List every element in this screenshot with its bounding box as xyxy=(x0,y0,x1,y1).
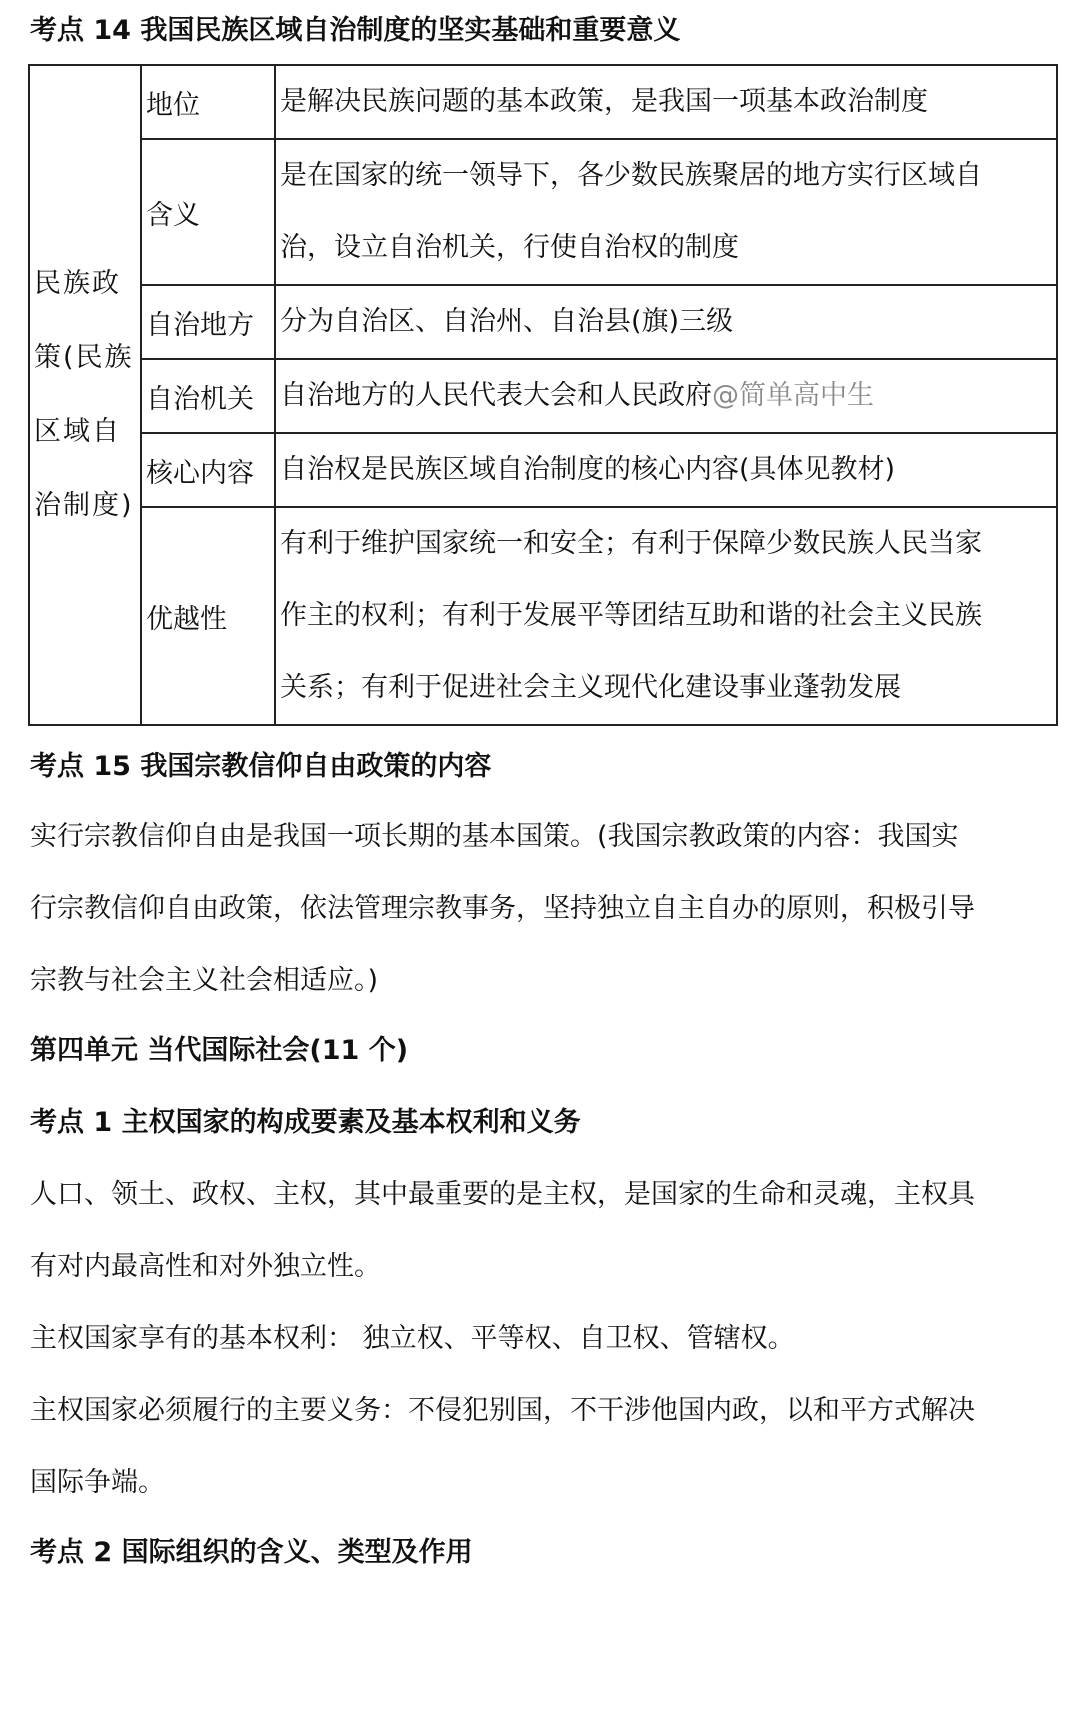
row-content xyxy=(275,359,1057,433)
row-label: 自治机关 xyxy=(141,359,275,433)
row-label: 地位 xyxy=(141,65,275,139)
paragraph-line: 主权国家必须履行的主要义务：不侵犯别国，不干涉他国内政，以和平方式解决 xyxy=(30,1395,975,1426)
ethnic-policy-table xyxy=(28,64,1058,726)
paragraph-line: 实行宗教信仰自由是我国一项长期的基本国策。(我国宗教政策的内容：我国实 xyxy=(30,821,959,852)
paragraph-line: 有对内最高性和对外独立性。 xyxy=(30,1251,381,1282)
row-label: 核心内容 xyxy=(141,433,275,507)
table-row xyxy=(29,433,1057,507)
row-content: 是在国家的统一领导下，各少数民族聚居的地方实行区域自 治，设立自治机关，行使自治权的制度 xyxy=(275,139,1057,285)
paragraph-line: 宗教与社会主义社会相适应。) xyxy=(30,965,379,996)
section-14-heading: 考点 14 我国民族区域自治制度的坚实基础和重要意义 xyxy=(30,15,681,46)
row-content: 自治权是民族区域自治制度的核心内容(具体见教材) xyxy=(275,433,1057,507)
section-15-heading: 考点 15 我国宗教信仰自由政策的内容 xyxy=(30,751,492,782)
table-row xyxy=(29,359,1057,433)
row-content-text: 自治地方的人民代表大会和人民政府 xyxy=(280,380,712,411)
row-label: 自治地方 xyxy=(141,285,275,359)
table-left-label: 民族政策(民族区域自治制度) xyxy=(34,268,134,521)
point-2-heading: 考点 2 国际组织的含义、类型及作用 xyxy=(30,1537,473,1568)
paragraph-line: 人口、领土、政权、主权，其中最重要的是主权，是国家的生命和灵魂，主权具 xyxy=(30,1179,975,1210)
paragraph-line: 国际争端。 xyxy=(30,1467,165,1498)
row-content: 有利于维护国家统一和安全；有利于保障少数民族人民当家 作主的权利；有利于发展平等团结互助和谐的社会主义民族 关系；有利于促进社会主义现代化建设事业蓬勃发展 xyxy=(275,507,1057,725)
watermark-text: @简单高中生 xyxy=(712,380,874,411)
table-row xyxy=(29,139,1057,285)
row-label: 优越性 xyxy=(141,507,275,725)
unit-4-heading: 第四单元 当代国际社会(11 个) xyxy=(30,1035,409,1066)
row-label: 含义 xyxy=(141,139,275,285)
row-content: 是解决民族问题的基本政策，是我国一项基本政治制度 xyxy=(275,65,1057,139)
point-1-heading: 考点 1 主权国家的构成要素及基本权利和义务 xyxy=(30,1107,581,1138)
table-row xyxy=(29,285,1057,359)
paragraph-line: 主权国家享有的基本权利： 独立权、平等权、自卫权、管辖权。 xyxy=(30,1323,795,1354)
paragraph-line: 行宗教信仰自由政策，依法管理宗教事务，坚持独立自主自办的原则，积极引导 xyxy=(30,893,975,924)
table-row xyxy=(29,507,1057,725)
row-content: 分为自治区、自治州、自治县(旗)三级 xyxy=(275,285,1057,359)
table-row xyxy=(29,65,1057,139)
table-left-label-cell xyxy=(29,65,141,725)
